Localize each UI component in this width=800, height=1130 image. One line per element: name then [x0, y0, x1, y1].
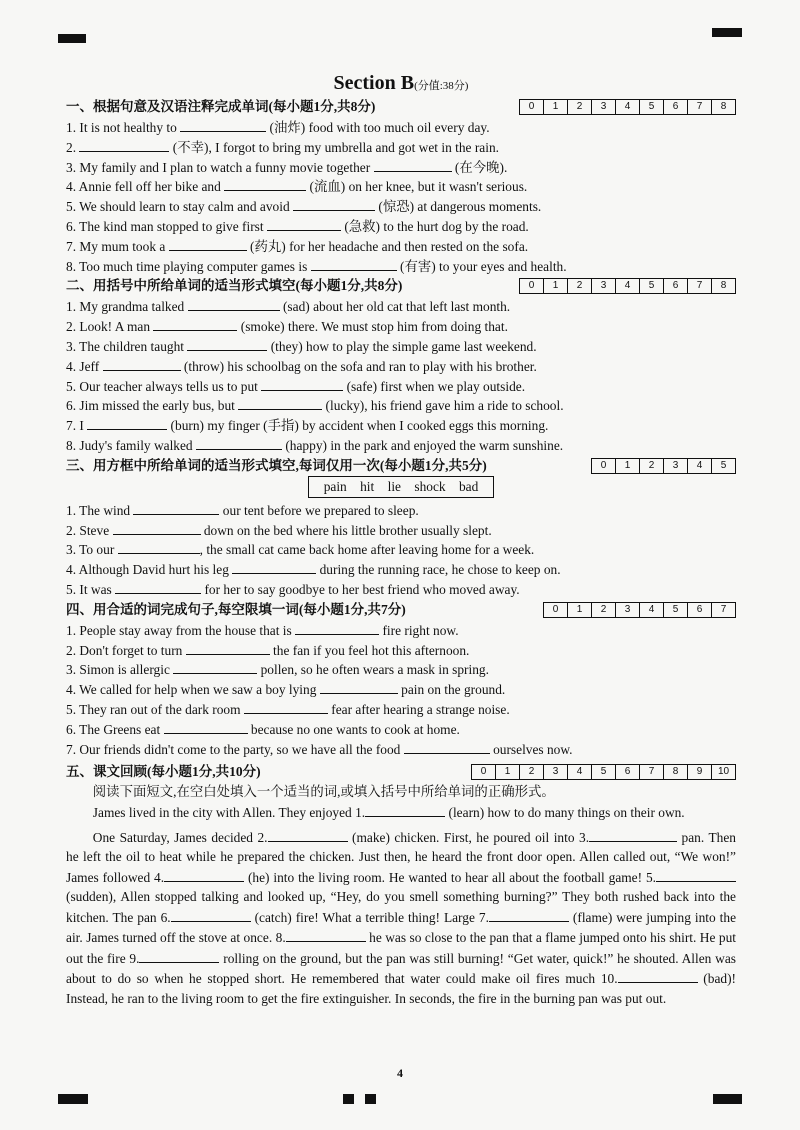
question-line	[66, 395, 736, 415]
answer-blank[interactable]	[103, 356, 181, 371]
question-text: (油炸) food with too much oil every day.	[266, 120, 490, 135]
question-line	[66, 196, 736, 216]
score-cell[interactable]: 5	[639, 100, 663, 114]
score-cell[interactable]: 0	[480, 766, 487, 778]
question-line	[66, 376, 736, 396]
score-cell[interactable]: 4	[687, 459, 711, 473]
question-line	[66, 157, 736, 177]
score-cell[interactable]: 5	[711, 459, 735, 473]
word-box-frame	[308, 476, 495, 498]
passage-paragraph-2	[66, 827, 736, 1009]
worksheet-page	[66, 70, 736, 1008]
question-text: 1. People stay away from the house that is	[66, 622, 296, 638]
section-1-heading	[66, 97, 736, 117]
answer-blank[interactable]	[173, 659, 257, 674]
question-text: 5. Our teacher always tells us to put	[66, 378, 262, 394]
score-cell[interactable]: 8	[711, 279, 735, 293]
question-text: 1. The wind	[66, 502, 134, 518]
section-1-items	[66, 117, 736, 275]
question-text: pain on the ground.	[397, 682, 506, 698]
word-box	[66, 476, 736, 500]
passage-text: pan. Then he left the oil to heat while he prepared the chicken. Just then, he heard the front door open. Allen called out, “We won!” James followed 4.	[66, 829, 736, 885]
question-text: pollen, so he often wears a mask in spring.	[257, 662, 489, 678]
section-5-score-box	[471, 764, 736, 780]
question-text: 1. It is not healthy to	[66, 120, 181, 135]
score-cell[interactable]: 1	[495, 765, 519, 779]
section-4-heading	[66, 600, 736, 620]
word-box-word: hit	[360, 478, 375, 494]
question-text: 2.	[66, 139, 80, 155]
question-text: 5. We should learn to stay calm and avoid	[66, 199, 294, 215]
question-text: down on the bed where his little brother usually slept.	[200, 522, 492, 538]
answer-blank[interactable]	[133, 500, 219, 515]
section-5-instruction: 阅读下面短文,在空白处填入一个适当的词,或填入括号中所给单词的正确形式。	[92, 784, 555, 800]
question-line	[66, 739, 736, 759]
question-text: 6. The Greens eat	[66, 721, 164, 737]
answer-blank[interactable]	[224, 176, 306, 191]
question-line	[66, 500, 736, 520]
passage-paragraph-1	[66, 802, 736, 823]
answer-blank[interactable]	[164, 719, 248, 734]
question-text: ourselves now.	[489, 741, 573, 757]
section-3-heading-text: 三、用方框中所给单词的适当形式填空,每词仅用一次(每小题1分,共5分)	[66, 457, 487, 473]
answer-blank[interactable]	[118, 539, 200, 554]
question-text: (有害) to your eyes and health.	[396, 258, 567, 274]
question-line	[66, 296, 736, 316]
section-4-heading-text: 四、用合适的词完成句子,每空限填一词(每小题1分,共7分)	[66, 601, 406, 617]
question-text: 1. My grandma talked	[66, 299, 188, 315]
question-text: 3. To our	[66, 542, 118, 558]
score-cell[interactable]: 6	[687, 603, 711, 617]
registration-mark-bottom-left	[58, 1094, 88, 1104]
answer-blank-8[interactable]	[286, 927, 366, 942]
section-2-score-box	[519, 278, 736, 294]
question-line	[66, 520, 736, 540]
answer-blank[interactable]	[186, 640, 270, 655]
score-cell[interactable]: 1	[543, 279, 567, 293]
word-box-word: pain	[323, 478, 347, 494]
question-text: 6. Jim missed the early bus, but	[66, 398, 239, 414]
question-text: the fan if you feel hot this afternoon.	[269, 642, 470, 658]
question-text: 2. Don't forget to turn	[66, 642, 186, 658]
answer-blank[interactable]	[320, 679, 398, 694]
score-cell[interactable]: 2	[567, 279, 591, 293]
question-text: (流血) on her knee, but it wasn't serious.	[306, 179, 528, 195]
question-text: for her to say goodbye to her best friend who moved away.	[201, 581, 520, 597]
question-text: 6. The kind man stopped to give first	[66, 218, 267, 234]
question-line	[66, 176, 736, 196]
passage-text: (flame) were jumping into the air. James turned off the stove at once. 8.	[66, 909, 737, 946]
score-cell[interactable]: 7	[687, 100, 711, 114]
section-3-score-box	[591, 458, 736, 474]
section-3-heading	[66, 456, 736, 476]
section-4-items	[66, 620, 736, 759]
question-line	[66, 679, 736, 699]
question-line	[66, 699, 736, 719]
answer-blank[interactable]	[261, 376, 343, 391]
question-line	[66, 356, 736, 376]
registration-mark-bottom-center-2	[365, 1094, 376, 1104]
score-cell[interactable]: 0	[528, 280, 535, 292]
question-text: (smoke) there. We must stop him from doing that.	[237, 319, 508, 335]
passage-text: rolling on the ground, but the pan was still burning! “Get water, quick!” he shouted. Allen was about to do so when he stopped short. He remembered that water could make oil fires much 10.	[66, 950, 736, 987]
score-cell[interactable]: 6	[615, 765, 639, 779]
question-text: 2. Steve	[66, 522, 113, 538]
question-text: (burn) my finger (手指) by accident when I cooked eggs this morning.	[167, 418, 549, 434]
question-text: (sad) about her old cat that left last month.	[279, 299, 511, 315]
answer-blank[interactable]	[267, 216, 341, 231]
score-cell[interactable]: 2	[639, 459, 663, 473]
question-line	[66, 316, 736, 336]
answer-blank-3[interactable]	[589, 827, 677, 842]
answer-blank[interactable]	[295, 620, 379, 635]
score-cell[interactable]: 5	[663, 603, 687, 617]
question-text: 8. Too much time playing computer games is	[66, 258, 311, 274]
question-text: (惊恐) at dangerous moments.	[375, 199, 542, 215]
question-text: 4. Annie fell off her bike and	[66, 179, 225, 195]
answer-blank-5[interactable]	[656, 867, 736, 882]
question-line	[66, 719, 736, 739]
answer-blank-7[interactable]	[489, 907, 569, 922]
score-cell[interactable]: 4	[615, 279, 639, 293]
section-2-items	[66, 296, 736, 454]
score-cell[interactable]: 3	[663, 459, 687, 473]
score-cell[interactable]: 3	[543, 765, 567, 779]
passage-text: (make) chicken. First, he poured oil into 3.	[347, 829, 590, 845]
answer-blank[interactable]	[187, 336, 267, 351]
question-text: 3. Simon is allergic	[66, 662, 174, 678]
section-title-score: (分值:38分)	[414, 80, 469, 92]
answer-blank[interactable]	[404, 739, 490, 754]
answer-blank[interactable]	[113, 520, 201, 535]
question-text: 8. Judy's family walked	[66, 437, 196, 453]
word-box-word: bad	[458, 478, 479, 494]
answer-blank-6[interactable]	[171, 907, 251, 922]
answer-blank[interactable]	[238, 395, 322, 410]
question-text: (they) how to play the simple game last weekend.	[267, 338, 537, 354]
passage-text: he was so close to the pan that a flame jumped onto his shirt. He put out the fire 9.	[66, 930, 736, 966]
answer-blank[interactable]	[169, 236, 247, 251]
score-cell[interactable]: 7	[711, 603, 735, 617]
section-5-heading-text: 五、课文回顾(每小题1分,共10分)	[66, 764, 261, 780]
answer-blank[interactable]	[115, 579, 201, 594]
section-4-score-box	[543, 602, 736, 618]
question-text: 5. They ran out of the dark room	[66, 701, 244, 717]
question-text: (lucky), his friend gave him a ride to school.	[322, 398, 564, 414]
question-text: 3. The children taught	[66, 338, 188, 354]
score-cell[interactable]: 3	[615, 603, 639, 617]
question-text: fear after hearing a strange noise.	[327, 701, 510, 717]
question-text: (throw) his schoolbag on the sofa and ran to play with his brother.	[180, 358, 537, 374]
passage-text: (catch) fire! What a terrible thing! Large 7.	[250, 909, 489, 925]
score-cell[interactable]: 7	[639, 765, 663, 779]
question-text: (不幸), I forgot to bring my umbrella and got wet in the rain.	[169, 139, 500, 155]
answer-blank[interactable]	[244, 699, 328, 714]
question-line	[66, 216, 736, 236]
score-cell[interactable]: 3	[591, 279, 615, 293]
answer-blank-1[interactable]	[365, 802, 445, 817]
question-line	[66, 620, 736, 640]
score-cell[interactable]: 6	[663, 279, 687, 293]
answer-blank[interactable]	[293, 196, 375, 211]
score-cell[interactable]: 0	[552, 603, 559, 615]
word-box-word: shock	[414, 478, 446, 494]
score-cell[interactable]: 6	[663, 100, 687, 114]
question-text: 4. Jeff	[66, 358, 103, 374]
question-line	[66, 256, 736, 276]
question-line	[66, 415, 736, 435]
passage-text: (learn) how to do many things on their own.	[445, 805, 685, 821]
score-cell[interactable]: 4	[567, 765, 591, 779]
answer-blank[interactable]	[311, 256, 397, 271]
question-text: (happy) in the park and enjoyed the warm sunshine.	[281, 437, 564, 453]
question-line	[66, 137, 736, 157]
question-line	[66, 659, 736, 679]
question-line	[66, 117, 736, 137]
question-text: 4. Although David hurt his leg	[66, 562, 233, 578]
question-line	[66, 435, 736, 455]
registration-mark-top-right	[712, 28, 742, 37]
score-cell[interactable]: 4	[615, 100, 639, 114]
passage-text: (he) into the living room. He wanted to hear all about the football game! 5.	[244, 869, 656, 885]
passage-text: One Saturday, James decided 2.	[92, 829, 268, 845]
answer-blank[interactable]	[374, 157, 452, 172]
question-text: 5. It was	[66, 581, 116, 597]
question-text: because no one wants to cook at home.	[247, 721, 460, 737]
answer-blank-10[interactable]	[618, 968, 698, 983]
question-line	[66, 236, 736, 256]
answer-blank[interactable]	[153, 316, 237, 331]
section-title-main: Section B	[333, 72, 415, 94]
question-line	[66, 579, 736, 599]
question-line	[66, 336, 736, 356]
question-text: (safe) first when we play outside.	[343, 378, 526, 394]
question-text: 3. My family and I plan to watch a funny movie together	[66, 159, 374, 175]
registration-mark-bottom-right	[713, 1094, 742, 1104]
question-text: (药丸) for her headache and then rested on the sofa.	[246, 238, 529, 254]
section-3-items	[66, 500, 736, 599]
score-cell[interactable]: 9	[687, 765, 711, 779]
section-2-heading-text: 二、用括号中所给单词的适当形式填空(每小题1分,共8分)	[66, 278, 403, 294]
answer-blank[interactable]	[180, 117, 266, 132]
answer-blank-9[interactable]	[139, 948, 219, 963]
passage-text: James lived in the city with Allen. They enjoyed 1.	[92, 805, 366, 821]
score-cell[interactable]: 2	[567, 100, 591, 114]
section-title	[66, 70, 736, 96]
word-box-word: lie	[387, 478, 401, 494]
question-text: our tent before we prepared to sleep.	[219, 502, 419, 518]
score-cell[interactable]: 2	[519, 765, 543, 779]
question-text: 7. Our friends didn't come to the party, so we have all the food	[66, 741, 404, 757]
score-cell[interactable]: 10	[711, 765, 735, 779]
score-cell[interactable]: 4	[639, 603, 663, 617]
page-number: 4	[397, 1066, 403, 1080]
score-cell[interactable]: 3	[591, 100, 615, 114]
question-line	[66, 559, 736, 579]
question-text: 2. Look! A man	[66, 319, 154, 335]
section-2-heading	[66, 276, 736, 296]
score-cell[interactable]: 8	[663, 765, 687, 779]
answer-blank[interactable]	[232, 559, 316, 574]
score-cell[interactable]: 5	[639, 279, 663, 293]
passage	[66, 802, 736, 1008]
score-cell[interactable]: 1	[543, 100, 567, 114]
answer-blank[interactable]	[87, 415, 167, 430]
answer-blank-2[interactable]	[268, 827, 348, 842]
score-cell[interactable]: 0	[528, 101, 535, 112]
section-1-score-box	[519, 99, 736, 115]
question-text: (急救) to the hurt dog by the road.	[340, 218, 529, 234]
score-cell[interactable]: 1	[615, 459, 639, 473]
score-cell[interactable]: 8	[711, 100, 735, 114]
answer-blank[interactable]	[79, 137, 169, 152]
score-cell[interactable]: 0	[600, 459, 607, 471]
section-1-heading-text: 一、根据句意及汉语注释完成单词(每小题1分,共8分)	[66, 99, 376, 114]
registration-mark-bottom-center-1	[343, 1094, 354, 1104]
score-cell[interactable]: 7	[687, 279, 711, 293]
registration-mark-top-left	[58, 34, 86, 43]
question-text: 7. My mum took a	[66, 238, 169, 254]
question-line	[66, 539, 736, 559]
section-5-heading	[66, 762, 736, 782]
passage-text: (sudden), Allen stopped talking and looked up, “Hey, do you smell something burning?” They both rushed back into the kitchen. The pan 6.	[66, 889, 736, 925]
answer-blank[interactable]	[188, 296, 280, 311]
answer-blank[interactable]	[196, 435, 282, 450]
question-text: , the small cat came back home after leaving home for a week.	[199, 542, 535, 558]
question-line	[66, 640, 736, 660]
answer-blank-4[interactable]	[164, 867, 244, 882]
question-text: fire right now.	[379, 622, 459, 638]
question-text: (在今晚).	[451, 159, 508, 175]
passage-text: (bad)! Instead, he ran to the living room to get the fire extinguisher. In seconds, the fire in the burning pan was put out.	[66, 971, 737, 1006]
score-cell[interactable]: 5	[591, 765, 615, 779]
score-cell[interactable]: 2	[591, 603, 615, 617]
question-text: 4. We called for help when we saw a boy lying	[66, 682, 320, 698]
question-text: 7. I	[66, 418, 88, 434]
question-text: during the running race, he chose to keep on.	[316, 562, 561, 578]
score-cell[interactable]: 1	[567, 603, 591, 617]
